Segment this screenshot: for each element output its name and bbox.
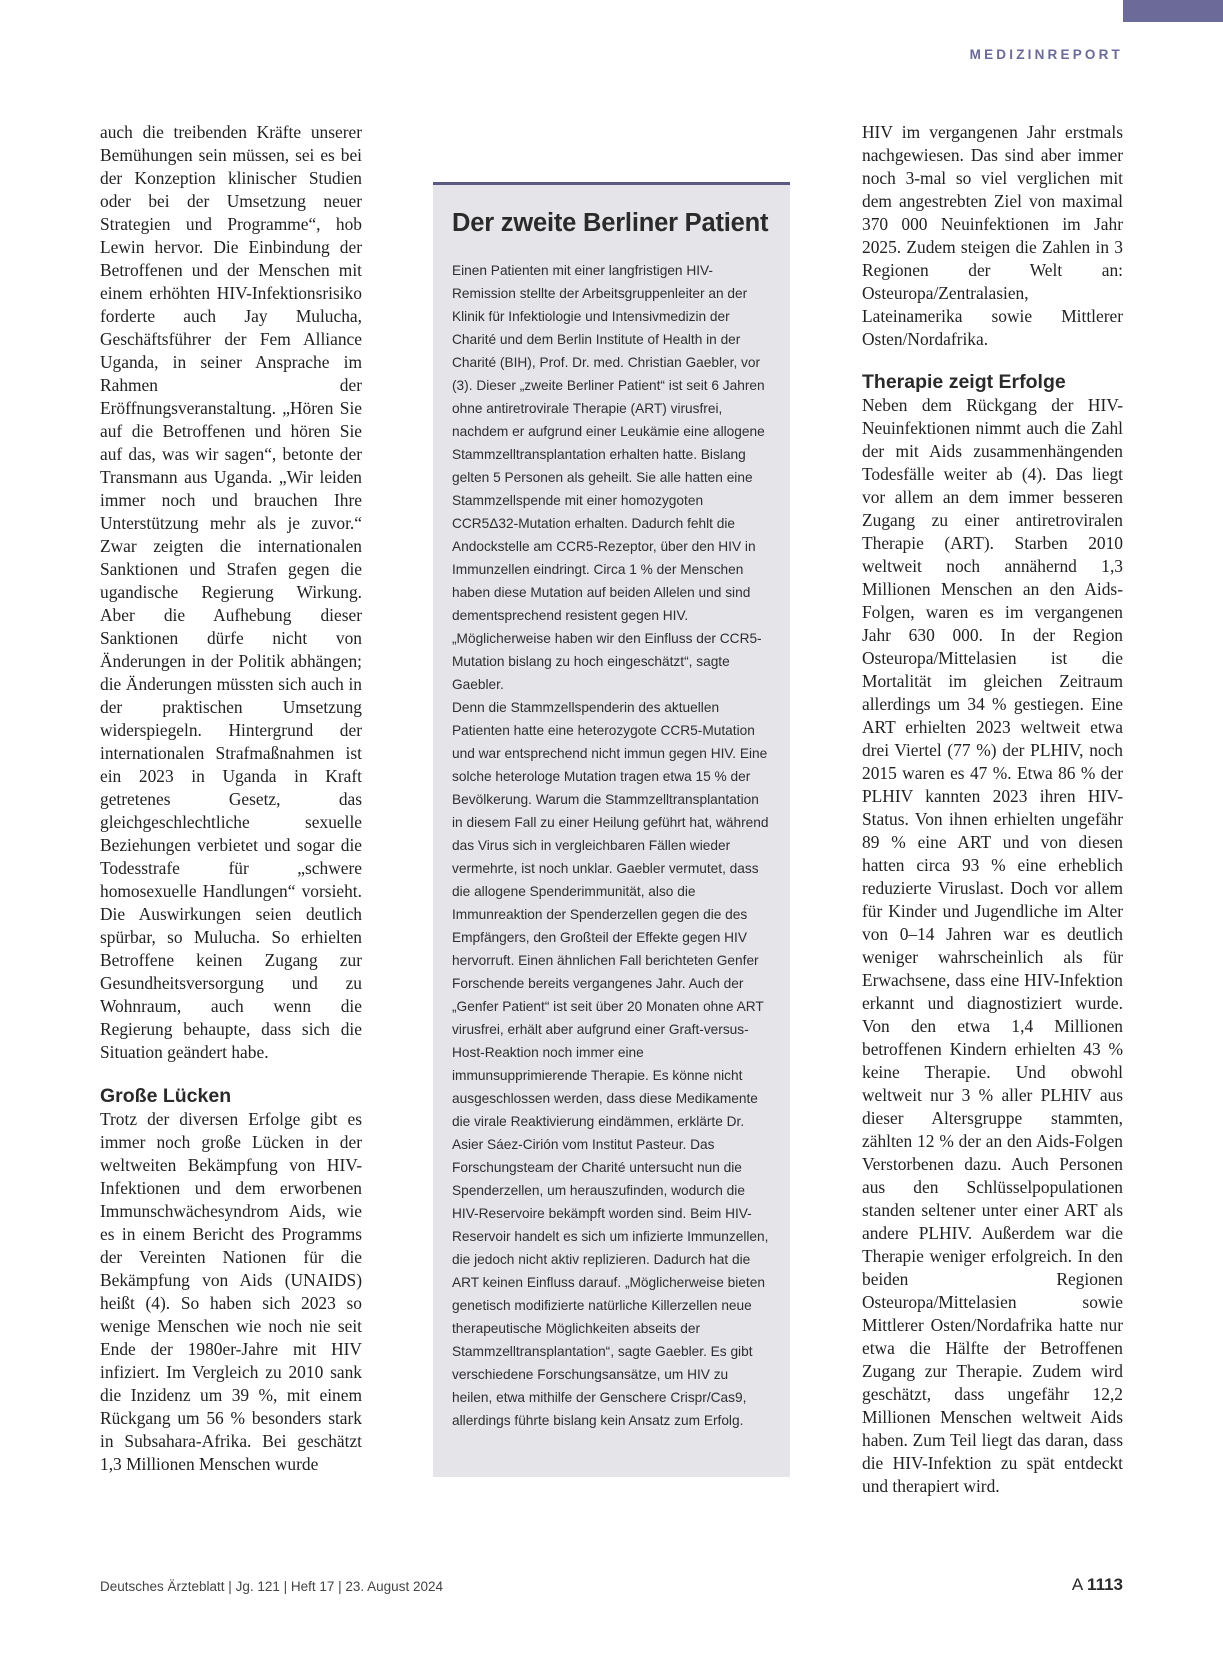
corner-color-tab [1123,0,1223,22]
left-column [100,121,362,1476]
section-label: MEDIZINREPORT [969,47,1123,62]
right-column [862,121,1123,1498]
left-paragraph-2: Trotz der diversen Erfolge gibt es immer noch große Lücken in der weltweiten Bekämpfung von HIV-Infektionen und dem erworbenen Immunschwächesyndrom Aids, wie es in einem Bericht des Programms der Vereinten Nationen für die Bekämpfung von Aids (UNAIDS) heißt (4). So haben sich 2023 so wenige Menschen wie noch nie seit Ende der 1980er-Jahre mit HIV infiziert. Im Vergleich zu 2010 sank die Inzidenz um 39 %, mit einem Rückgang um 56 % besonders stark in Subsahara-Afrika. Bei geschätzt 1,3 Millionen Menschen wurde [100,1109,362,1474]
box-paragraph-2: Denn die Stammzellspenderin des aktuellen Patienten hatte eine heterozygote CCR5-Mutation und war entsprechend nicht immun gegen HIV. Eine solche heterologe Mutation tragen etwa 15 % der Bevölkerung. Warum die Stammzelltransplantation in diesem Fall zu einer Heilung geführt hat, während das Virus sich in vergleichbaren Fällen wieder vermehrte, ist noch unklar. Gaebler vermutet, dass die allogene Spenderimmunität, also die Immunreaktion der Spenderzellen gegen die des Empfängers, den Großteil der Effekte gegen HIV hervorruft. Einen ähnlichen Fall berichteten Genfer Forschende bereits vergangenes Jahr. Auch der „Genfer Patient“ ist seit über 20 Monaten ohne ART virusfrei, erhält aber aufgrund einer Graft-versus-Host-Reaktion noch immer eine immunsupprimierende Therapie. Es könne nicht ausgeschlossen werden, dass diese Medikamente die virale Reaktivierung eindämmen, erklärte Dr. Asier Sáez-Cirión vom Institut Pasteur. Das Forschungsteam der Charité untersucht nun die Spenderzellen, um herauszufinden, wodurch die HIV-Reservoire bekämpft worden sind. Beim HIV-Reservoir handelt es sich um infizierte Immunzellen, die jedoch nicht aktiv replizieren. Dadurch hat die ART keinen Einfluss darauf. „Möglicherweise bieten genetisch modifizierte natürliche Killerzellen neue therapeutische Möglichkeiten abseits der Stammzelltransplantation“, sagte Gaebler. Es gibt verschiedene Forschungsansätze, um HIV zu heilen, etwa mithilfe der Genschere Crispr/Cas9, allerdings führte bislang kein Ansatz zum Erfolg. [452,700,769,1428]
right-paragraph-2: Neben dem Rückgang der HIV-Neuinfektionen nimmt auch die Zahl der mit Aids zusammenhängenden Todesfälle weiter ab (4). Das liegt vor allem an dem immer besseren Zugang zu einer antiretroviralen Therapie (ART). Starben 2010 weltweit noch annähernd 1,3 Millionen Menschen an den Aids-Folgen, waren es im vergangenen Jahr 630 000. In der Region Osteuropa/Mittelasien ist die Mortalität im gleichen Zeitraum allerdings um 34 % gestiegen. Eine ART erhielten 2023 weltweit etwa drei Viertel (77 %) der PLHIV, noch 2015 waren es 47 %. Etwa 86 % der PLHIV kannten 2023 ihren HIV-Status. Von ihnen erhielten ungefähr 89 % eine ART und von diesen hatten circa 93 % eine erheblich reduzierte Viruslast. Doch vor allem für Kinder und Jugendliche im Alter von 0–14 Jahren war es deutlich weniger wahrscheinlich als für Erwachsene, dass eine HIV-Infektion erkannt und diagnostiziert wurde. Von den etwa 1,4 Millionen betroffenen Kindern erhielten 43 % keine Therapie. Und obwohl weltweit nur 3 % aller PLHIV aus dieser Altersgruppe stammten, zählten 12 % der an den Aids-Folgen Verstorbenen dazu. Auch Personen aus den Schlüsselpopulationen standen seltener unter einer ART als andere PLHIV. Außerdem war die Therapie weniger erfolgreich. In den beiden Regionen Osteuropa/Mittelasien sowie Mittlerer Osten/Nordafrika hatte nur etwa die Hälfte der Betroffenen Zugang zur Therapie. Zudem wird geschätzt, dass ungefähr 12,2 Millionen Menschen weltweit Aids haben. Zum Teil liegt das daran, dass die HIV-Infektion zu spät entdeckt und therapiert wird. [862,395,1123,1496]
page-number-value: 1113 [1087,1575,1123,1594]
page-number [1072,1575,1123,1595]
subheading-grosse-luecken: Große Lücken [100,1085,232,1107]
left-paragraph-1: auch die treibenden Kräfte unserer Bemühungen sein müssen, sei es bei der Konzeption klinischer Studien oder bei der Umsetzung neuer Strategien und Programme“, hob Lewin hervor. Die Einbindung der Betroffenen und der Menschen mit einem erhöhten HIV-Infektionsrisiko forderte auch Jay Mulucha, Geschäftsführer der Fem Alliance Uganda, in seiner Ansprache im Rahmen der Eröffnungsveranstaltung. „Hören Sie auf die Betroffenen und hören Sie auf das, was wir sagen“, betonte der Transmann aus Uganda. „Wir leiden immer noch und brauchen Ihre Unterstützung mehr als je zuvor.“ Zwar zeigten die internationalen Sanktionen und Strafen gegen die ugandische Regierung Wirkung. Aber die Aufhebung dieser Sanktionen dürfe nicht von Änderungen in der Politik abhängen; die Änderungen müssten sich auch in der praktischen Umsetzung widerspiegeln. Hintergrund der internationalen Strafmaßnahmen ist ein 2023 in Uganda in Kraft getretenes Gesetz, das gleichgeschlechtliche sexuelle Beziehungen verbietet und sogar die Todesstrafe für „schwere homosexuelle Handlungen“ vorsieht. Die Auswirkungen seien deutlich spürbar, so Mulucha. So erhielten Betroffene keinen Zugang zur Gesundheitsversorgung und zu Wohnraum, auch wenn die Regierung behaupte, dass sich die Situation geändert habe. [100,122,362,1062]
subheading-therapie: Therapie zeigt Erfolge [862,371,1066,393]
page-prefix: A [1071,1575,1083,1594]
footer-citation: Deutsches Ärzteblatt | Jg. 121 | Heft 17 | 23. August 2024 [100,1579,443,1594]
sidebar-box [433,182,790,1477]
box-text [452,259,772,1432]
right-paragraph-1: HIV im vergangenen Jahr erstmals nachgewiesen. Das sind aber immer noch 3-mal so viel verglichen mit dem angestrebten Ziel von maximal 370 000 Neuinfektionen im Jahr 2025. Zudem steigen die Zahlen in 3 Regionen der Welt an: Osteuropa/Zentralasien, Lateinamerika sowie Mittlerer Osten/Nordafrika. [862,122,1123,349]
box-paragraph-1: Einen Patienten mit einer langfristigen HIV-Remission stellte der Arbeitsgruppenleiter an der Klinik für Infektiologie und Intensivmedizin der Charité und dem Berlin Institute of Health in der Charité (BIH), Prof. Dr. med. Christian Gaebler, vor (3). Dieser „zweite Berliner Patient“ ist seit 6 Jahren ohne antiretrovirale Therapie (ART) virusfrei, nachdem er aufgrund einer Leukämie eine allogene Stammzelltransplantation erhalten hatte. Bislang gelten 5 Personen als geheilt. Sie alle hatten eine Stammzellspende mit einer homozygoten CCR5Δ32-Mutation erhalten. Dadurch fehlt die Andockstelle am CCR5-Rezeptor, über den HIV in Immunzellen eindringt. Circa 1 % der Menschen haben diese Mutation auf beiden Allelen und sind dementsprechend resistent gegen HIV. „Möglicherweise haben wir den Einfluss der CCR5-Mutation bislang zu hoch eingeschätzt“, sagte Gaebler. [452,263,765,692]
box-title: Der zweite Berliner Patient [452,209,769,237]
